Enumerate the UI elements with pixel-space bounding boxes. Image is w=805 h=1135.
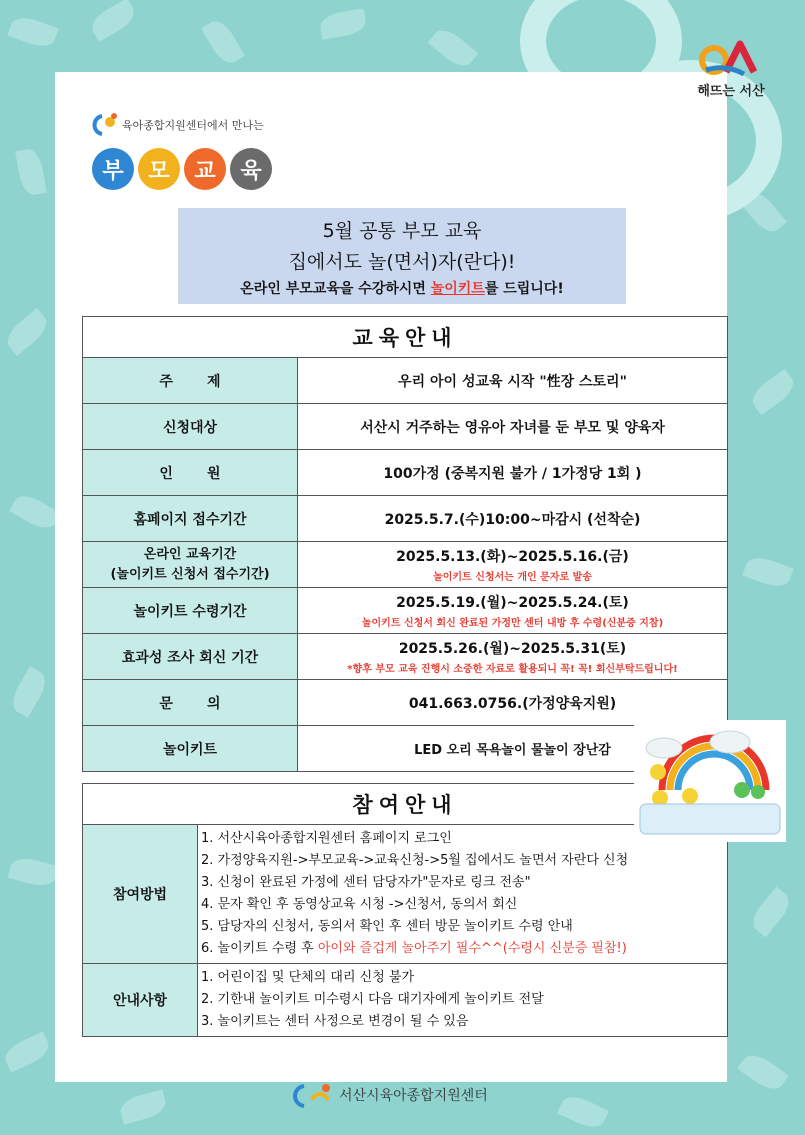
list-item: 2. 기한내 놀이키트 미수령시 다음 대기자에게 놀이키트 전달 bbox=[201, 992, 544, 1007]
banner-line-3-pre: 온라인 부모교육을 수강하시면 bbox=[240, 281, 431, 297]
footer bbox=[290, 1082, 488, 1108]
row-value bbox=[298, 542, 728, 588]
table-row bbox=[83, 726, 728, 772]
participation-heading: 참여안내 bbox=[83, 784, 728, 825]
participation-table bbox=[82, 783, 728, 1037]
banner-line-3-post: 를 드립니다! bbox=[484, 281, 564, 297]
row-value: 100가정 (중복지원 불가 / 1가정당 1회 ) bbox=[298, 450, 728, 496]
play-kit-image bbox=[634, 720, 786, 842]
notice-label: 안내사항 bbox=[83, 964, 198, 1037]
list-item: 3. 놀이키트는 센터 사정으로 변경이 될 수 있음 bbox=[201, 1014, 469, 1029]
row-label: 효과성 조사 회신 기간 bbox=[83, 634, 298, 680]
banner-highlight: 놀이키트 bbox=[430, 281, 485, 297]
row-label: 놀이키트 수령기간 bbox=[83, 588, 298, 634]
table-row bbox=[83, 634, 728, 680]
city-logo bbox=[686, 36, 776, 100]
row-label: 문 의 bbox=[83, 680, 298, 726]
banner-line-3 bbox=[178, 278, 626, 298]
banner-line-2: 집에서도 놀(면서)자(란다)! bbox=[288, 251, 516, 273]
row-value: LED 오리 목욕놀이 물놀이 장난감 bbox=[298, 726, 728, 772]
table-row bbox=[83, 496, 728, 542]
list-item bbox=[201, 938, 727, 960]
page-title bbox=[92, 148, 272, 190]
row-value-text: 2025.5.13.(화)~2025.5.16.(금) bbox=[396, 549, 629, 565]
sun-logo-icon bbox=[686, 36, 776, 80]
headline-banner bbox=[178, 208, 626, 304]
edu-info-heading: 교육안내 bbox=[83, 317, 728, 358]
row-value bbox=[298, 634, 728, 680]
duck-toy-icon bbox=[634, 720, 786, 842]
header-subtitle-text: 육아종합지원센터에서 만나는 bbox=[122, 119, 264, 132]
notice-list bbox=[198, 964, 728, 1037]
table-row bbox=[83, 358, 728, 404]
method-list bbox=[198, 825, 728, 964]
table-row bbox=[83, 964, 728, 1037]
list-item-text: 6. 놀이키트 수령 후 bbox=[201, 941, 318, 956]
list-item: 1. 어린이집 및 단체의 대리 신청 불가 bbox=[201, 970, 415, 985]
center-logo-icon bbox=[290, 1082, 336, 1108]
city-slogan: 해뜨는 서산 bbox=[697, 84, 765, 99]
table-row bbox=[83, 825, 728, 964]
list-item: 2. 가정양육지원->부모교육->교육신청->5월 집에서도 놀면서 자란다 신청 bbox=[201, 853, 629, 868]
row-value: 서산시 거주하는 영유아 자녀를 둔 부모 및 양육자 bbox=[298, 404, 728, 450]
edu-info-table bbox=[82, 316, 728, 772]
list-item: 4. 문자 확인 후 동영상교육 시청 ->신청서, 동의서 회신 bbox=[201, 897, 518, 912]
footer-org-name: 서산시육아종합지원센터 bbox=[339, 1088, 488, 1104]
table-row bbox=[83, 588, 728, 634]
list-item: 1. 서산시육아종합지원센터 홈페이지 로그인 bbox=[201, 831, 452, 846]
row-value: 041.663.0756.(가정양육지원) bbox=[298, 680, 728, 726]
row-label: 온라인 교육기간 (놀이키트 신청서 접수기간) bbox=[83, 542, 298, 588]
row-label: 인 원 bbox=[83, 450, 298, 496]
list-item: 5. 담당자의 신청서, 동의서 확인 후 센터 방문 놀이키트 수령 안내 bbox=[201, 919, 573, 934]
row-label: 홈페이지 접수기간 bbox=[83, 496, 298, 542]
row-note: 놀이키트 신청서 회신 완료된 가정만 센터 내방 후 수령(신분증 지참) bbox=[361, 618, 664, 629]
row-note: 놀이키트 신청서는 개인 문자로 발송 bbox=[433, 572, 592, 583]
row-value: 2025.5.7.(수)10:00~마감시 (선착순) bbox=[298, 496, 728, 542]
table-row bbox=[83, 404, 728, 450]
title-char-1: 부 bbox=[92, 148, 134, 190]
method-label: 참여방법 bbox=[83, 825, 198, 964]
row-label: 놀이키트 bbox=[83, 726, 298, 772]
list-item: 3. 신청이 완료된 가정에 센터 담당자가"문자로 링크 전송" bbox=[201, 875, 531, 890]
row-value: 우리 아이 성교육 시작 "性장 스토리" bbox=[298, 358, 728, 404]
title-char-3: 교 bbox=[184, 148, 226, 190]
title-char-4: 육 bbox=[230, 148, 272, 190]
center-logo-icon bbox=[90, 112, 120, 138]
table-row bbox=[83, 680, 728, 726]
header-subtitle bbox=[90, 112, 264, 138]
row-value-text: 2025.5.19.(월)~2025.5.24.(토) bbox=[396, 595, 629, 611]
row-value-text: 2025.5.26.(월)~2025.5.31(토) bbox=[398, 641, 627, 657]
row-label: 신청대상 bbox=[83, 404, 298, 450]
table-row bbox=[83, 450, 728, 496]
row-note: *향후 부모 교육 진행시 소중한 자료로 활용되니 꼭! 꼭! 회신부탁드립니다! bbox=[347, 664, 678, 675]
title-char-2: 모 bbox=[138, 148, 180, 190]
banner-line-1: 5월 공통 부모 교육 bbox=[322, 220, 482, 242]
row-value bbox=[298, 588, 728, 634]
table-row bbox=[83, 542, 728, 588]
list-item-highlight: 아이와 즐겁게 놀아주기 필수^^(수령시 신분증 필참!) bbox=[317, 941, 627, 956]
row-label: 주 제 bbox=[83, 358, 298, 404]
